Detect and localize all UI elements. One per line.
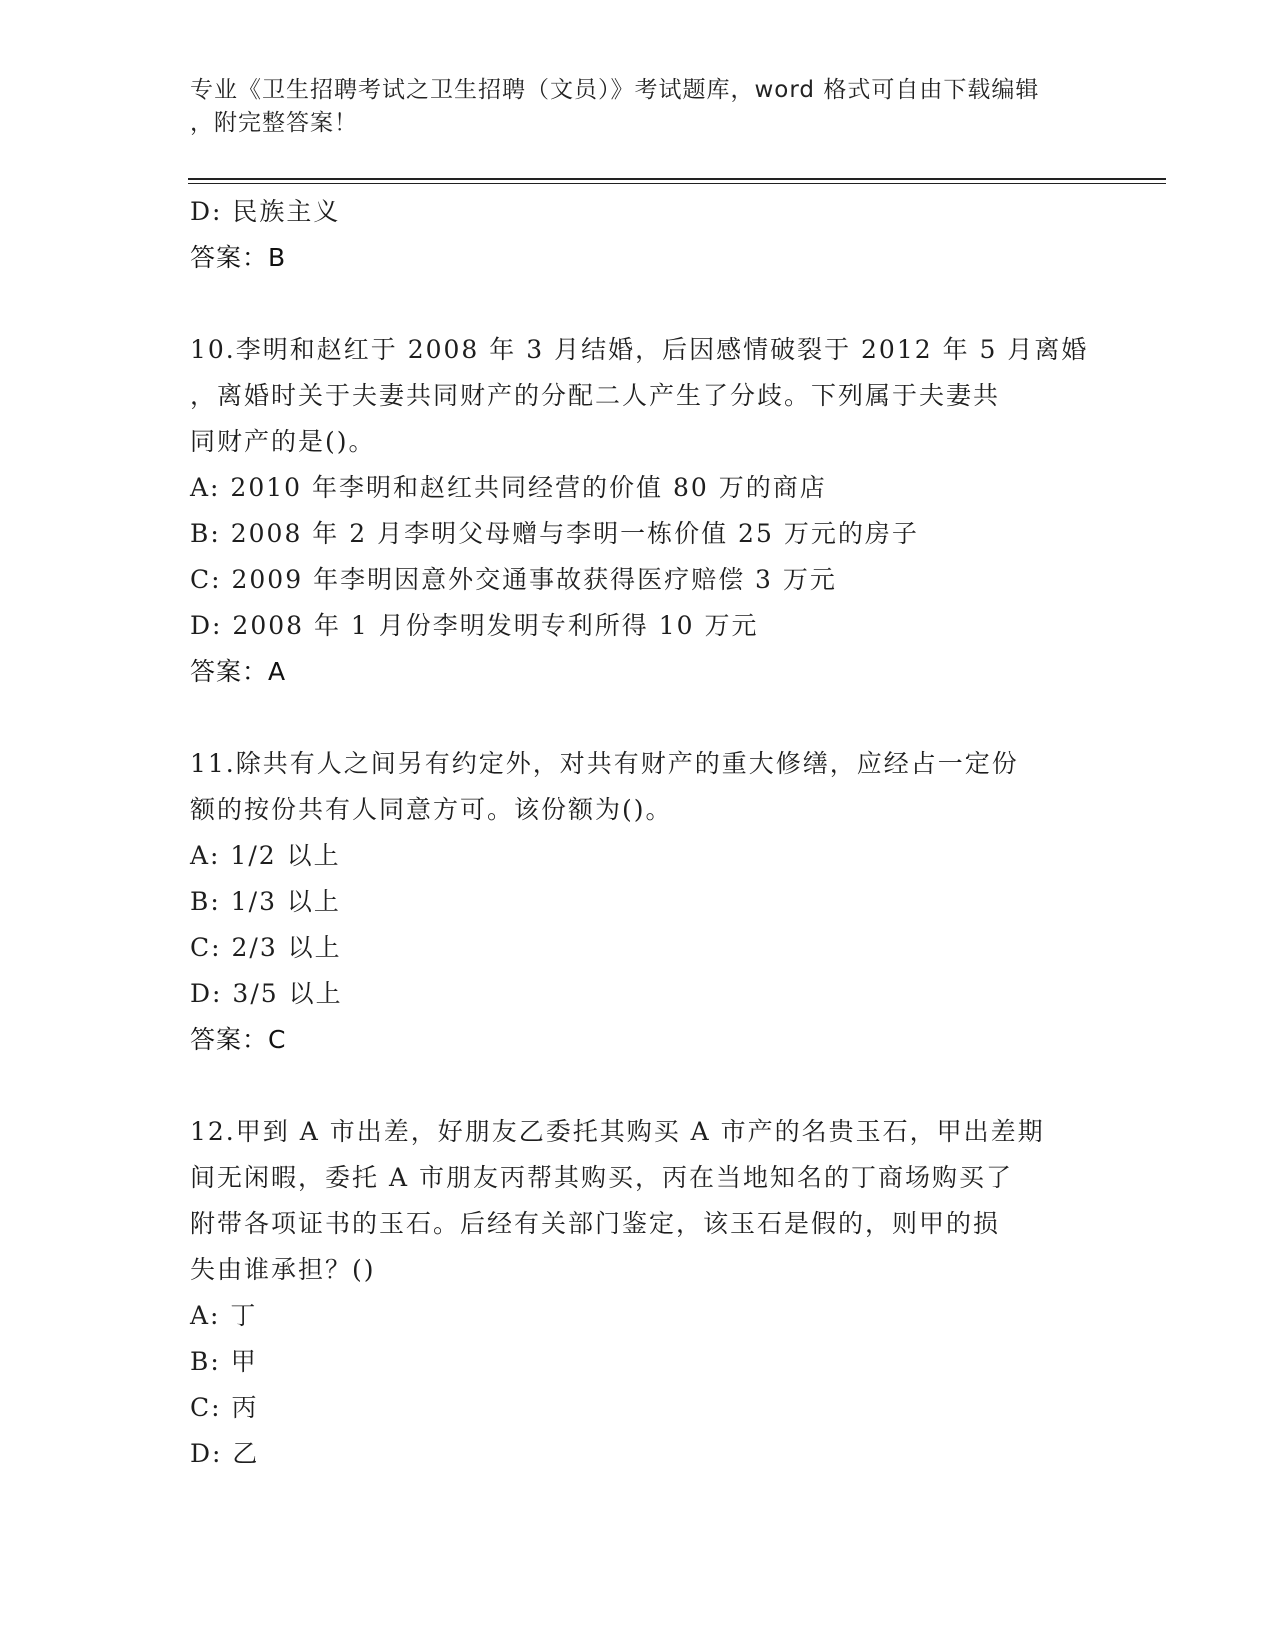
question-stem-line: 10.李明和赵红于 2008 年 3 月结婚，后因感情破裂于 2012 年 5 月离婚 [190,335,1089,364]
option-b: B: 2008 年 2 月李明父母赠与李明一栋价值 25 万元的房子 [190,519,919,548]
spacer [190,281,1090,327]
page-header [190,74,1080,140]
answer-label: 答案： [190,243,269,272]
header-rule-thick [188,178,1166,180]
question-stem-line: 额的按份共有人同意方可。该份额为()。 [190,795,673,824]
question-stem-line: 失由谁承担？() [190,1255,376,1284]
question-12 [190,1109,1090,1477]
option-d: D: 3/5 以上 [190,979,343,1008]
option-c: C: 丙 [190,1393,259,1422]
option-a: A: 1/2 以上 [190,841,341,870]
option-d: D: 乙 [190,1439,260,1468]
previous-question-tail [190,189,1090,281]
header-rule-thin [188,183,1166,184]
option-c: C: 2/3 以上 [190,933,342,962]
question-11 [190,741,1090,1063]
option-c: C: 2009 年李明因意外交通事故获得医疗赔偿 3 万元 [190,565,837,594]
option-a: A: 丁 [190,1301,258,1330]
question-10 [190,327,1090,695]
header-line-1: 专业《卫生招聘考试之卫生招聘（文员）》考试题库，word 格式可自由下载编辑 [190,77,1040,103]
option-d: D: 民族主义 [190,197,341,226]
answer-line [190,649,1090,695]
question-stem-line: 12.甲到 A 市出差，好朋友乙委托其购买 A 市产的名贵玉石，甲出差期 [190,1117,1045,1146]
option-d: D: 2008 年 1 月份李明发明专利所得 10 万元 [190,611,759,640]
option-a: A: 2010 年李明和赵红共同经营的价值 80 万的商店 [190,473,827,502]
answer-value: B [268,243,287,272]
question-stem-line: 间无闲暇，委托 A 市朋友丙帮其购买，丙在当地知名的丁商场购买了 [190,1163,1013,1192]
question-content [190,189,1090,1477]
option-b: B: 甲 [190,1347,258,1376]
option-b: B: 1/3 以上 [190,887,341,916]
question-stem-line: 附带各项证书的玉石。后经有关部门鉴定，该玉石是假的，则甲的损 [190,1209,1001,1238]
answer-label: 答案： [190,657,269,686]
header-line-2: ，附完整答案！ [190,110,358,136]
answer-label: 答案： [190,1025,269,1054]
answer-value: C [268,1025,287,1054]
question-stem-line: 11.除共有人之间另有约定外，对共有财产的重大修缮，应经占一定份 [190,749,1019,778]
question-stem-line: 同财产的是()。 [190,427,376,456]
answer-line [190,1017,1090,1063]
answer-line [190,235,1090,281]
spacer [190,695,1090,741]
question-stem-line: ，离婚时关于夫妻共同财产的分配二人产生了分歧。下列属于夫妻共 [190,381,1001,410]
spacer [190,1063,1090,1109]
answer-value: A [268,657,287,686]
